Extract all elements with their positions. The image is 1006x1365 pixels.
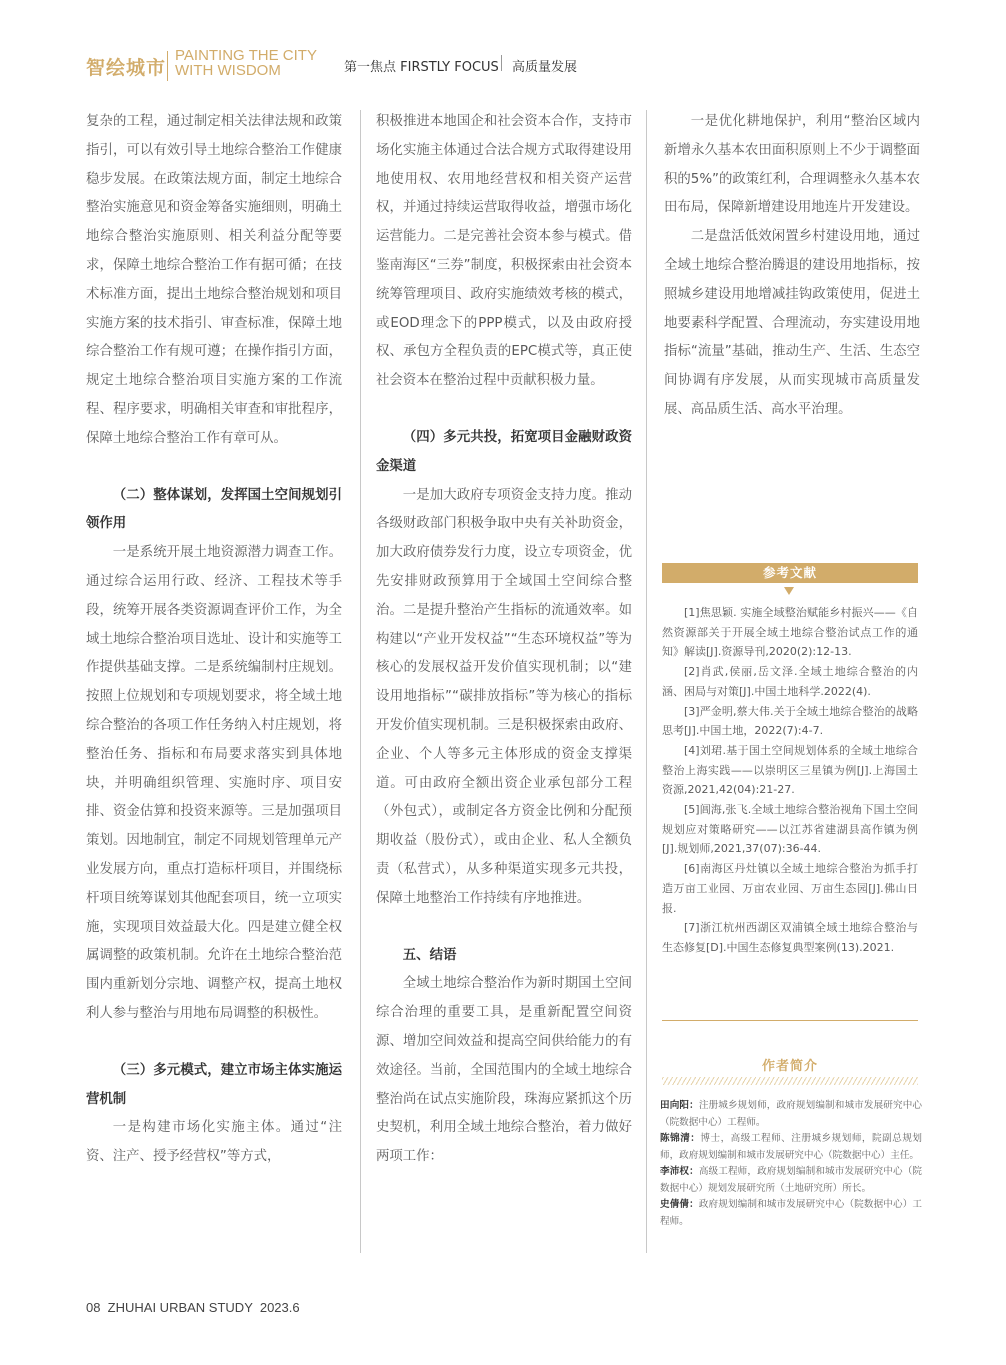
reference-item: [2]肖武,侯丽,岳文泽.全域土地综合整治的内涵、困局与对策[J].中国土地科学.2022(4). [662,665,918,698]
author-desc: 政府规划编制和城市发展研究中心（院数据中心）工程师。 [660,1199,923,1227]
author-item [660,1131,922,1164]
author-name: 田向阳： [660,1100,699,1111]
logo-english-line2: WITH WISDOM [175,62,281,79]
references-title: 参考文献 [662,563,918,583]
reference-item: [3]严金明,蔡大伟.关于全域土地综合整治的战略思考[J].中国土地，2022(7):4-7. [662,704,918,738]
column-3 [664,108,920,425]
section-topic: 高质量发展 [512,60,578,75]
author-name: 李沛权： [660,1166,699,1177]
references-divider [662,1020,918,1021]
page-footer: 08 ZHUHAI URBAN STUDY 2023.6 [86,1300,300,1315]
logo-english-line1: PAINTING THE CITY [175,47,317,64]
reference-item: [7]浙江杭州西湖区双浦镇全域土地综合整治与生态修复[D].中国生态修复典型案例(13).2021. [662,921,918,954]
paragraph: 一是优化耕地保护，利用“整治区域内新增永久基本农田面积原则上不少于调整面积的5%”的政策红利，合理调整永久基本农田布局，保障新增建设用地连片开发建设。 [664,114,920,216]
author-item [660,1197,922,1230]
column-divider [360,110,361,1253]
page-header [86,46,686,82]
logo-chinese: 智绘城市 [86,57,167,79]
paragraph: 一是构建市场化实施主体。通过“注资、注产、授予经营权”等方式， [86,1120,342,1165]
section-heading: （二）整体谋划，发挥国土空间规划引领作用 [86,487,342,532]
reference-item: [6]南海区丹灶镇以全域土地综合整治为抓手打造万亩工业园、万亩农业园、万亩生态园[J].佛山日报. [662,862,918,915]
paragraph: 全域土地综合整治作为新时期国土空间综合治理的重要工具，是重新配置空间资源、增加空间效益和提高空间供给能力的有效途径。当前，全国范围内的全域土地综合整治尚在试点实施阶段，珠海应紧抓这个历史契机，利用全域土地综合整治，着力做好两项工作： [376,976,632,1165]
section-divider [501,55,502,71]
author-item [660,1098,922,1131]
reference-item: [4]刘珺.基于国土空间规划体系的全域土地综合整治上海实践——以崇明区三星镇为例[J].上海国土资源,2021,42(04):21-27. [662,743,918,797]
author-desc: 注册城乡规划师，政府规划编制和城市发展研究中心（院数据中心）工程师。 [660,1100,923,1128]
section-heading: （三）多元模式，建立市场主体实施运营机制 [86,1062,342,1107]
authors-title: 作者简介 [761,1059,818,1074]
author-name: 史倩倩： [660,1199,699,1210]
author-desc: 高级工程师，政府规划编制和城市发展研究中心（院数据中心）规划发展研究所（土地研究所）所长。 [660,1166,923,1194]
paragraph: 复杂的工程，通过制定相关法律法规和政策指引，可以有效引导土地综合整治工作健康稳步发展。在政策法规方面，制定土地综合整治实施意见和资金筹备实施细则，明确土地综合整治实施原则、相关利益分配等要求，保障土地综合整治工作有据可循；在技术标准方面，提出土地综合整治规划和项目实施方案的技术指引、审查标准，保障土地综合整治工作有规可遵；在操作指引方面，规定土地综合整治项目实施方案的工作流程、程序要求，明确相关审查和审批程序，保障土地综合整治工作有章可从。 [86,114,342,446]
author-item [660,1164,922,1197]
hatch-divider [662,1077,918,1085]
reference-item: [5]阊海,张飞.全域土地综合整治视角下国土空间规划应对策略研究——以江苏省建湖县高作镇为例[J].规划师,2021,37(07):36-44. [662,803,918,856]
paragraph: 一是加大政府专项资金支持力度。推动各级财政部门积极争取中央有关补助资金，加大政府债券发行力度，设立专项资金，优先安排财政预算用于全域国土空间综合整治。二是提升整治产生指标的流通效率。如构建以“产业开发权益”“生态环境权益”等为核心的发展权益开发价值实现机制；以“建设用地指标”“碳排放指标”等为核心的指标开发价值实现机制。三是积极探索由政府、企业、个人等多元主体形成的资金支撑渠道。可由政府全额出资企业承包部分工程（外包式），或制定各方资金比例和分配预期收益（股份式），或由企业、私人全额负责（私营式），从多种渠道实现多元共投，保障土地整治工作持续有序地推进。 [376,487,632,906]
logo-english [175,48,317,78]
author-desc: 博士，高级工程师、注册城乡规划师，院副总规划师，政府规划编制和城市发展研究中心（院数据中心）主任。 [660,1133,923,1161]
author-name: 陈锦清： [660,1133,701,1144]
reference-item: [1]焦思颖. 实施全域整治赋能乡村振兴——《自然资源部关于开展全域土地综合整治试点工作的通知》解读[J].资源导刊,2020(2):12-13. [662,606,918,659]
section-heading: （四）多元共投，拓宽项目金融财政资金渠道 [376,429,632,474]
authors-list [660,1098,922,1230]
paragraph: 一是系统开展土地资源潜力调查工作。通过综合运用行政、经济、工程技术等手段，统筹开展各类资源调查评价工作，为全域土地综合整治项目选址、设计和实施等工作提供基础支撑。二是系统编制村庄规划。按照上位规划和专项规划要求，将全域土地综合整治的各项工作任务纳入村庄规划，将整治任务、指标和布局要求落实到具体地块，并明确组织管理、实施时序、项目安排、资金估算和投资来源等。三是加强项目策划。因地制宜，制定不同规划管理单元产业发展方向，重点打造标杆项目，并围绕标杆项目统筹谋划其他配套项目，统一立项实施，实现项目效益最大化。四是建立健全权属调整的政策机制。允许在土地综合整治范围内重新划分宗地、调整产权，提高土地权利人参与整治与用地布局调整的积极性。 [86,545,342,1021]
paragraph: 积极推进本地国企和社会资本合作，支持市场化实施主体通过合法合规方式取得建设用地使用权、农用地经营权和相关资产运营权，并通过持续运营取得收益，增强市场化运营能力。二是完善社会资本参与模式。借鉴南海区“三券”制度，积极探索由社会资本统筹管理项目、政府实施绩效考核的模式，或EOD理念下的PPP模式，以及由政府授权、承包方全程负责的EPC模式等，真正使社会资本在整治过程中贡献积极力量。 [376,114,632,389]
column-1 [86,108,342,1172]
references-list [662,603,918,958]
column-2 [376,108,632,1172]
section-heading: 五、结语 [402,947,457,963]
section-label: 第一焦点 FIRSTLY FOCUS [344,60,499,75]
logo-divider [167,51,168,81]
paragraph: 二是盘活低效闲置乡村建设用地，通过全域土地综合整治腾退的建设用地指标，按照城乡建设用地增减挂钩政策使用，促进土地要素科学配置、合理流动，夯实建设用地指标“流量”基础，推动生产、生活、生态空间协调有序发展，从而实现城市高质量发展、高品质生活、高水平治理。 [664,229,920,417]
column-divider [646,110,647,1253]
triangle-down-icon [784,587,794,595]
